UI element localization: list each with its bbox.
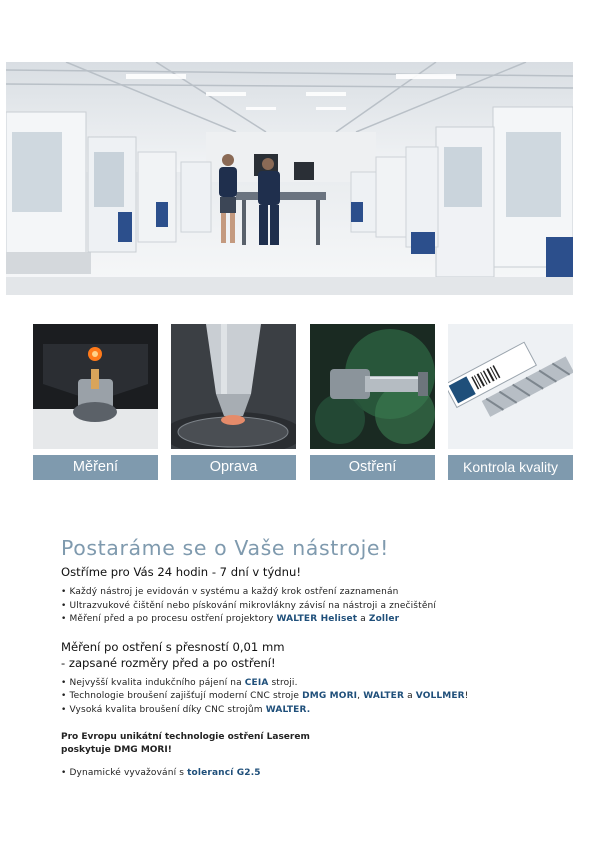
tile-label: Kontrola kvality <box>448 455 573 480</box>
brand-dmg-mori: DMG MORI <box>302 691 358 701</box>
brand-zoller: Zoller <box>368 614 400 624</box>
subheading-availability: Ostříme pro Vás 24 hodin - 7 dní v týdnu! <box>61 565 302 579</box>
quality-control-photo <box>448 324 573 449</box>
list-item: • Dynamické vyvažování s tolerancí G2.5 <box>61 768 261 778</box>
sharpening-photo <box>310 324 435 449</box>
cutter-illustration <box>448 324 573 449</box>
tile-label: Měření <box>33 455 158 480</box>
list-process <box>61 586 561 627</box>
list-balancing <box>61 767 561 781</box>
laser-note <box>61 731 561 757</box>
tool-holder-illustration <box>33 324 158 449</box>
brand-vollmer: VOLLMER <box>415 691 465 701</box>
measurement-photo <box>33 324 158 449</box>
list-item: • Vysoká kvalita broušení díky CNC strojům WALTER. <box>61 704 311 715</box>
tile-repair <box>171 324 296 480</box>
tile-label: Oprava <box>171 455 296 480</box>
tile-sharpening <box>310 324 435 480</box>
section-measurement <box>61 639 561 718</box>
content-section <box>61 533 561 781</box>
list-item: • Každý nástroj je evidován v systému a každý krok ostření zaznamenán <box>61 587 399 597</box>
subheading-dimensions: - zapsané rozměry před a po ostření! <box>61 655 276 670</box>
repair-photo <box>171 324 296 449</box>
brand-walter-2: WALTER. <box>265 704 311 715</box>
tile-measurement <box>33 324 158 480</box>
grinding-illustration <box>310 324 435 449</box>
section-balancing <box>61 767 561 781</box>
workshop-photo <box>6 62 573 295</box>
list-technology <box>61 677 561 718</box>
service-tiles <box>33 324 573 480</box>
tile-quality-control <box>448 324 573 480</box>
workshop-illustration <box>6 62 573 295</box>
laser-note-line-1: Pro Evropu unikátní technologie ostření Laserem <box>61 732 310 742</box>
spindle-illustration <box>171 324 296 449</box>
headline: Postaráme se o Vaše nástroje! <box>61 536 389 560</box>
section-sharpening <box>61 564 561 627</box>
tile-label: Ostření <box>310 455 435 480</box>
brand-walter: WALTER <box>363 691 405 701</box>
brand-ceia: CEIA <box>244 677 269 688</box>
laser-note-line-2: poskytuje DMG MORI! <box>61 745 172 755</box>
subheading-precision: Měření po ostření s přesností 0,01 mm <box>61 639 285 654</box>
list-item: • Ultrazvukové čištění nebo pískování mikrovlákny závisí na nástroji a znečištění <box>61 600 437 611</box>
tolerance-value: tolerancí G2.5 <box>187 768 261 778</box>
list-item: • Měření před a po procesu ostření projektory WALTER Heliset a Zoller <box>61 614 400 624</box>
brand-walter-heliset: WALTER Heliset <box>276 614 358 624</box>
list-item: • Nejvyšší kvalita indukčního pájení na CEIA stroji. <box>61 677 298 688</box>
list-item: • Technologie broušení zajišťují moderní CNC stroje DMG MORI, WALTER a VOLLMER! <box>61 691 469 701</box>
